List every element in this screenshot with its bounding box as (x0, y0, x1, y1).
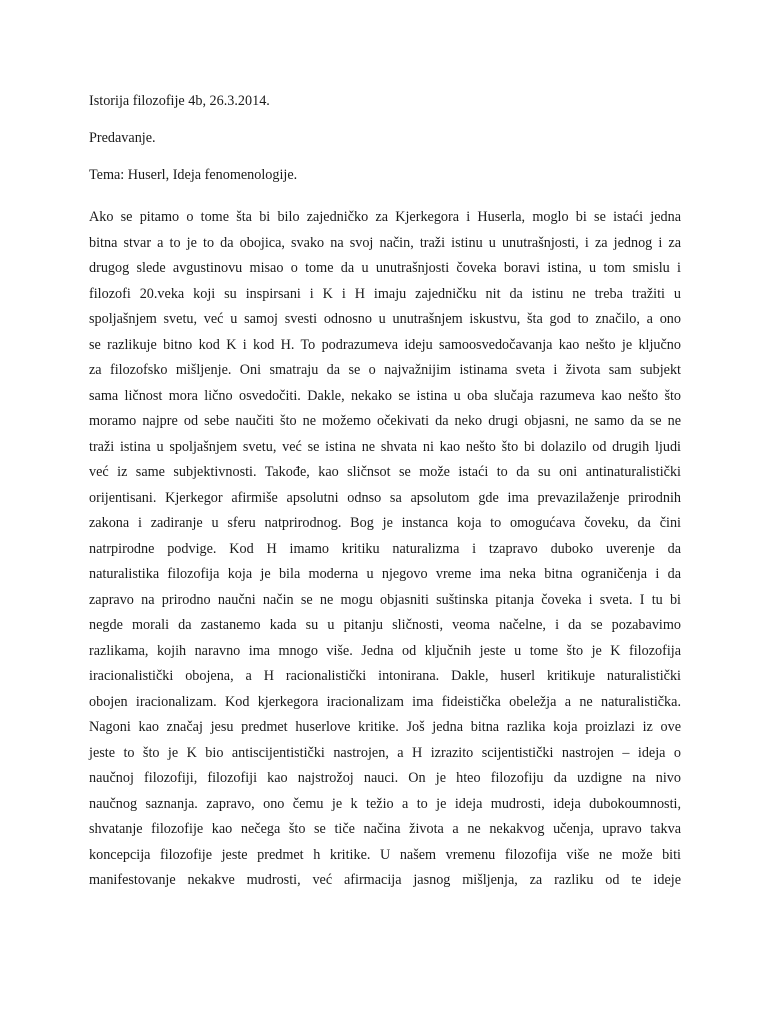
body-line: moramo najpre od sebe naučiti što ne možemo očekivati da neko drugi objasni, ne samo da se ne (89, 413, 681, 429)
document-topic-line: Tema: Huserl, Ideja fenomenologije. (89, 167, 298, 183)
body-line: Nagoni kao značaj jesu predmet huserlove kritike. Još jedna bitna razlika koja proizlazi iz ove (89, 719, 681, 735)
document-page (89, 93, 681, 894)
body-line: razlikama, kojih naravno ima mnogo više. Jedna od ključnih jeste u tome što je K filozofija (89, 642, 681, 659)
body-line: Ako se pitamo o tome šta bi bilo zajedničko za Kjerkegora i Huserla, moglo bi se istaći jedna (89, 209, 681, 225)
body-line: jeste to što je K bio antiscijentistički nastrojen, a H izrazito scijentistički nastrojen – ideja o (89, 744, 681, 761)
body-line: naučnog saznanja. zapravo, ono čemu je k težio a to je ideja mudrosti, ideja dubokoumnosti, (89, 795, 681, 812)
document-title-line: Istorija filozofije 4b, 26.3.2014. (89, 93, 270, 109)
body-line: spoljašnjem svetu, već u samoj svesti odnosno u unutrašnjem iskustvu, šta god to značilo, a ono (89, 311, 681, 327)
body-line: orijentisani. Kjerkegor afirmiše apsolutni odnso sa apsolutom gde ima prevazilaženje prirodnih (89, 489, 681, 506)
body-line: negde morali da zastanemo kada su u pitanju sličnosti, veoma načelne, i da se pozabavimo (89, 617, 681, 633)
body-line: zapravo na prirodno naučni način se ne mogu objasniti suštinska pitanja čoveka i sveta. I tu bi (89, 591, 681, 608)
body-line: natrpirodne podvige. Kod H imamo kritiku naturalizma i tzapravo duboko uverenje da (89, 540, 681, 557)
body-line: za filozofsko mišljenje. Oni smatraju da se o najvažnijim istinama sveta i života sam subjekt (89, 362, 681, 378)
document-type-line: Predavanje. (89, 130, 156, 146)
body-line: shvatanje filozofije kao nečega što se tiče načina života a ne nekakvog učenja, upravo takva (89, 821, 681, 837)
body-line: naučnoj filozofiji, filozofiji kao najstrožoj nauci. On je hteo filozofiju da uzdigne na nivo (89, 770, 681, 786)
body-line: koncepcija filozofije jeste predmet h kritike. U našem vremenu filozofija više ne može biti (89, 846, 681, 863)
body-line: već iz same subjektivnosti. Takođe, kao sličnsot se može istaći to da su oni antinaturalistički (89, 464, 681, 480)
body-line: naturalistika filozofija koja je bila moderna u njegovo vreme ima neka bitna ograničenja i da (89, 566, 681, 582)
body-line: traži istina u spoljašnjem svetu, već se istina ne shvata ni kao nešto što bi dolazilo od drugih ljudi (89, 438, 681, 455)
body-line: se razlikuje bitno kod K i kod H. To podrazumeva ideju samoosvedočavanja kao nešto je ključno (89, 336, 681, 353)
body-line: filozofi 20.veka koji su inspirsani i K i H imaju zajedničku nit da istinu ne treba tražiti u (89, 285, 681, 302)
body-paragraph (89, 205, 681, 894)
body-line: manifestovanje nekakve mudrosti, već afirmacija jasnog mišljenja, za razliku od te ideje (89, 872, 681, 888)
body-line: sama ličnost mora lično osvedočiti. Dakle, nekako se istina u oba slučaja razumeva kao nešto što (89, 387, 681, 404)
body-line: bitna stvar a to je to da obojica, svako na svoj način, traži istinu u unutrašnjosti, i za jednog i za (89, 234, 681, 251)
body-line: iracionalistički obojena, a H racionalistički intonirana. Dakle, huserl kritikuje naturalistički (89, 668, 681, 684)
body-line: obojen iracionalizam. Kod kjerkegora iracionalizam ima fideistička obeležja a ne naturalistička. (89, 693, 681, 710)
body-line: drugog slede avgustinovu misao o tome da u unutrašnjosti čoveka boravi istina, u tom smislu i (89, 260, 681, 276)
body-line: zakona i zadiranje u sferu natprirodnog. Bog je instanca koja to omogućava čoveku, da čini (89, 515, 681, 531)
